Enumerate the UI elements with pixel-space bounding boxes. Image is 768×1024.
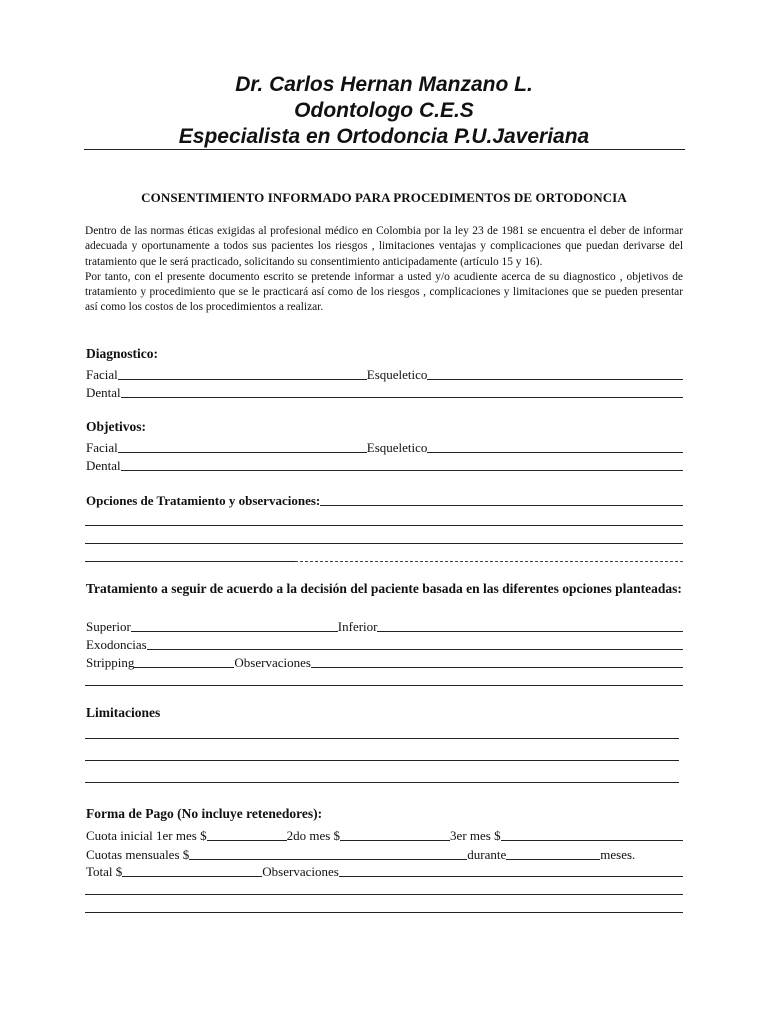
- opciones-line[interactable]: [85, 543, 683, 544]
- cuota-inicial-row: [86, 826, 683, 843]
- exodoncias-row: [86, 635, 683, 652]
- pago-line[interactable]: [85, 894, 683, 895]
- superior-inferior-row: [86, 617, 683, 634]
- objetivos-dental-field[interactable]: [121, 457, 683, 471]
- diagnostico-dental-row: [86, 383, 683, 400]
- total-row: [86, 862, 683, 879]
- objetivos-dental-row: [86, 456, 683, 473]
- doctor-name: Dr. Carlos Hernan Manzano L.: [235, 73, 533, 96]
- cuota-inicial-label: Cuota inicial 1er mes $: [86, 828, 207, 843]
- diagnostico-heading: Diagnostico:: [86, 346, 158, 361]
- limitaciones-line[interactable]: [85, 782, 679, 783]
- opciones-line-dashed[interactable]: [295, 561, 683, 562]
- dental-label: Dental: [86, 385, 121, 400]
- opciones-line[interactable]: [85, 525, 683, 526]
- diagnostico-facial-row: [86, 365, 683, 382]
- segundo-mes-label: 2do mes $: [286, 828, 341, 843]
- limitaciones-line[interactable]: [85, 738, 679, 739]
- intro-text: [85, 224, 683, 316]
- segundo-mes-field[interactable]: [340, 827, 450, 841]
- objetivos-facial-row: [86, 438, 683, 455]
- inferior-label: Inferior: [337, 619, 378, 634]
- intro-paragraph-1: Dentro de las normas éticas exigidas al profesional médico en Colombia por la ley 23 de 1981 se encuentra el deber de informar adecuada y oportunamente a todos sus pacientes los riesgos , limitaciones ventajas y complicaciones que puedan derivarse del tratamiento que le será practicado, solicitando su consentimiento anticipadamente (artículo 15 y 16).: [85, 225, 683, 268]
- diagnostico-dental-field[interactable]: [121, 384, 683, 398]
- opciones-heading: Opciones de Tratamiento y observaciones:: [86, 493, 321, 508]
- stripping-field[interactable]: [134, 654, 234, 668]
- tercer-mes-label: 3er mes $: [450, 828, 501, 843]
- dental-label: Dental: [86, 458, 121, 473]
- opciones-row: [86, 491, 683, 508]
- tercer-mes-field[interactable]: [501, 827, 683, 841]
- pago-observaciones-field[interactable]: [339, 863, 683, 877]
- superior-field[interactable]: [131, 618, 338, 632]
- cuotas-mensuales-row: [86, 845, 683, 862]
- durante-field[interactable]: [506, 846, 600, 860]
- esqueletico-label: Esqueletico: [366, 367, 428, 382]
- pago-line[interactable]: [85, 912, 683, 913]
- tratamiento-line[interactable]: [85, 685, 683, 686]
- durante-label: durante: [467, 847, 507, 862]
- stripping-label: Stripping: [86, 655, 135, 670]
- facial-label: Facial: [86, 367, 118, 382]
- facial-label: Facial: [86, 440, 118, 455]
- doctor-specialty: Especialista en Ortodoncia P.U.Javeriana: [178, 125, 590, 148]
- intro-paragraph-2: Por tanto, con el presente documento escrito se pretende informar a usted y/o acudiente acerca de su diagnostico , objetivos de tratamiento y procedimiento que se le practicará así como de los riesgos , complicaciones y limitaciones que se pueden presentar así como los costos de los procedimientos a realizar.: [85, 270, 683, 314]
- document-title: CONSENTIMIENTO INFORMADO PARA PROCEDIMENTOS DE ORTODONCIA: [141, 190, 627, 205]
- total-field[interactable]: [122, 863, 262, 877]
- total-label: Total $: [86, 864, 123, 879]
- cuota-inicial-field[interactable]: [207, 827, 287, 841]
- exodoncias-field[interactable]: [147, 636, 683, 650]
- tratamiento-observaciones-field[interactable]: [311, 654, 683, 668]
- diagnostico-facial-field[interactable]: [118, 366, 367, 380]
- limitaciones-heading: Limitaciones: [86, 705, 161, 720]
- observaciones-label: Observaciones: [234, 655, 311, 670]
- exodoncias-label: Exodoncias: [86, 637, 147, 652]
- objetivos-facial-field[interactable]: [118, 439, 367, 453]
- objetivos-esqueletico-field[interactable]: [427, 439, 683, 453]
- doctor-degree: Odontologo C.E.S: [294, 99, 474, 122]
- objetivos-heading: Objetivos:: [86, 419, 146, 434]
- tratamiento-heading: Tratamiento a seguir de acuerdo a la decisión del paciente basada en las diferentes opciones planteadas:: [86, 581, 682, 596]
- opciones-line[interactable]: [85, 561, 295, 562]
- cuotas-mensuales-label: Cuotas mensuales $: [86, 847, 190, 862]
- cuotas-mensuales-field[interactable]: [189, 846, 467, 860]
- stripping-row: [86, 653, 683, 670]
- doctor-header: [84, 72, 684, 150]
- pago-heading: Forma de Pago (No incluye retenedores):: [86, 806, 323, 821]
- meses-label: meses.: [600, 847, 636, 862]
- inferior-field[interactable]: [377, 618, 683, 632]
- observaciones-label: Observaciones: [262, 864, 339, 879]
- superior-label: Superior: [86, 619, 131, 634]
- header-divider: [84, 149, 685, 150]
- diagnostico-esqueletico-field[interactable]: [427, 366, 683, 380]
- esqueletico-label: Esqueletico: [366, 440, 428, 455]
- limitaciones-line[interactable]: [85, 760, 679, 761]
- opciones-field[interactable]: [320, 492, 683, 506]
